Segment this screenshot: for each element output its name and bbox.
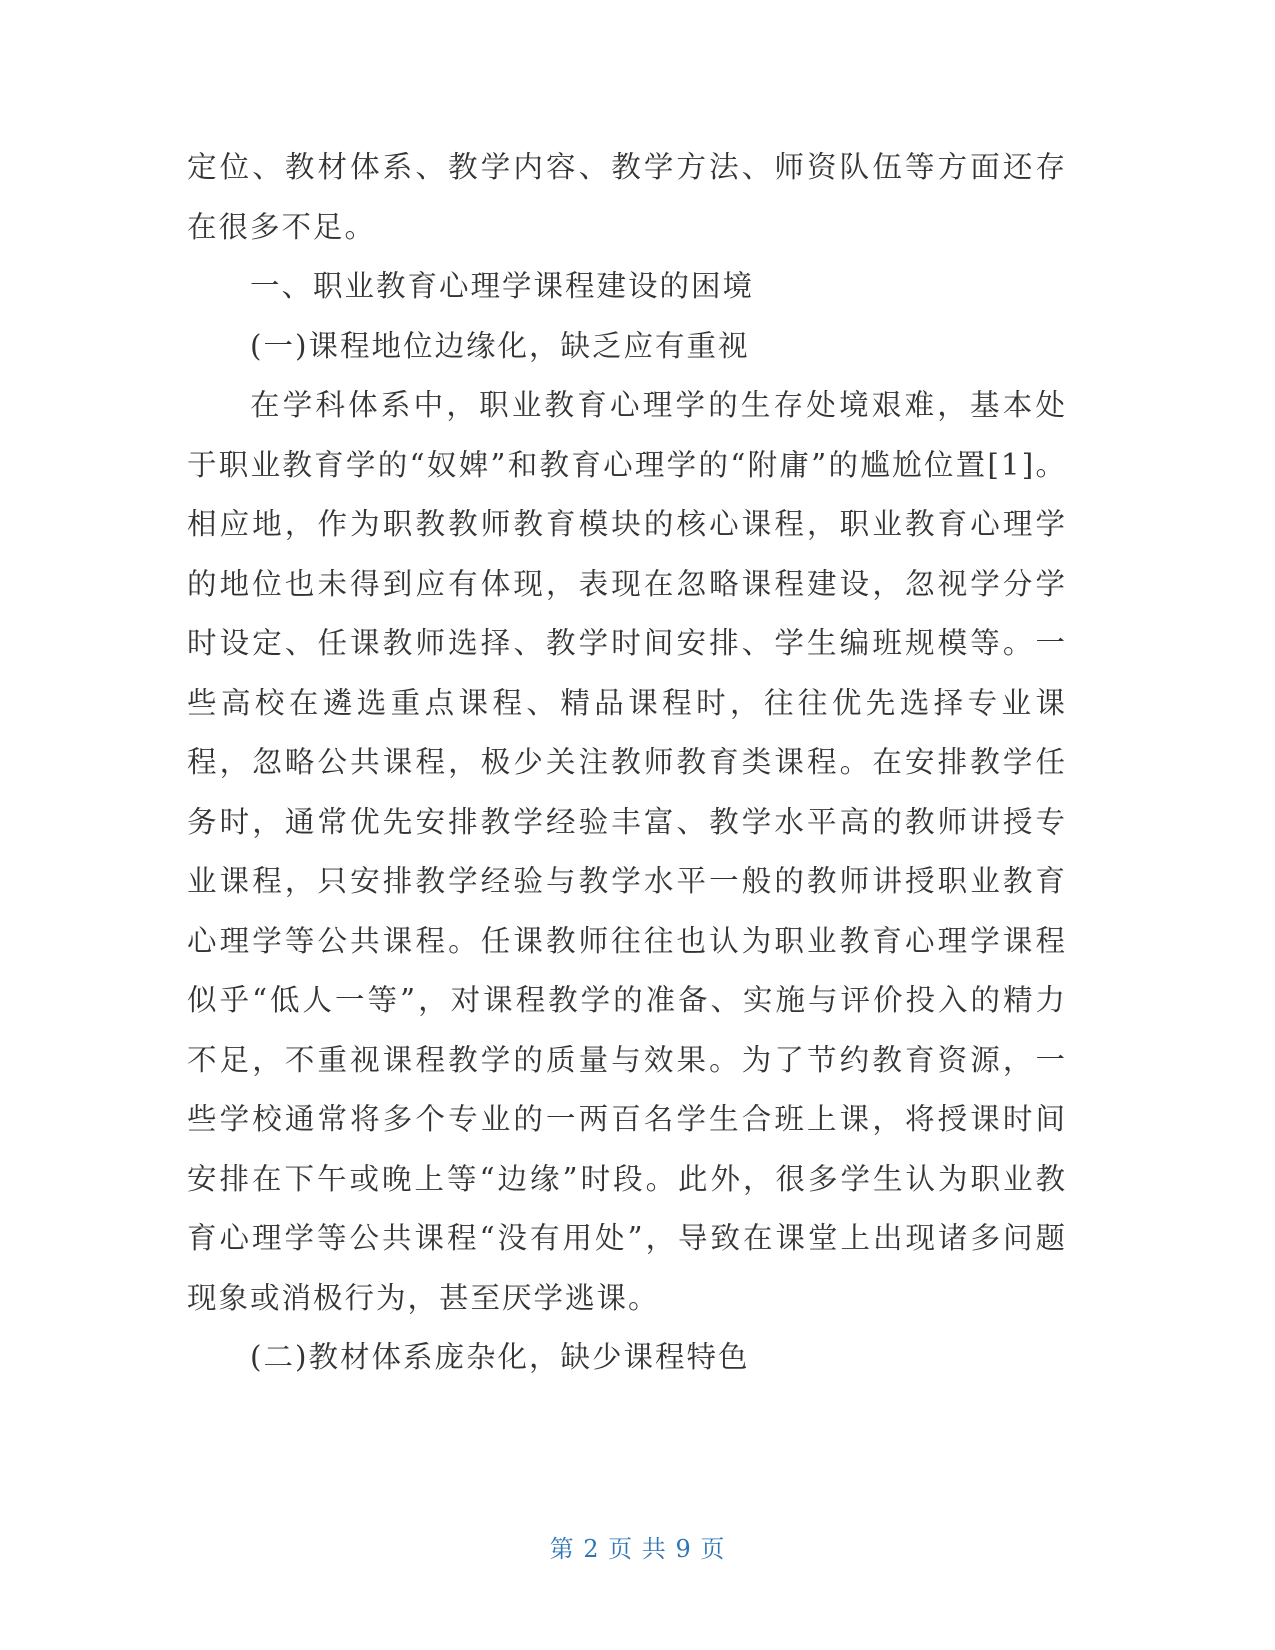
subsection-heading-1: (一)课程地位边缘化，缺乏应有重视 xyxy=(250,328,750,363)
page-footer xyxy=(0,1529,1275,1564)
section-heading: 一、职业教育心理学课程建设的困境 xyxy=(250,269,755,303)
page-number-label: 第 2 页 共 9 页 xyxy=(549,1535,726,1563)
paragraph-continuation: 定位、教材体系、教学内容、教学方法、师资队伍等方面还存在很多不足。 xyxy=(187,150,1067,244)
subsection-heading-2: (二)教材体系庞杂化，缺少课程特色 xyxy=(250,1340,750,1374)
body-paragraph: 在学科体系中，职业教育心理学的生存处境艰难，基本处于职业教育学的“奴婢”和教育心理学的“附庸”的尴尬位置[1]。相应地，作为职教教师教育模块的核心课程，职业教育心理学的地位也未得到应有体现，表现在忽略课程建设，忽视学分学时设定、任课教师选择、教学时间安排、学生编班规模等。一些高校在遴选重点课程、精品课程时，往往优先选择专业课程，忽略公共课程，极少关注教师教育类课程。在安排教学任务时，通常优先安排教学经验丰富、教学水平高的教师讲授专业课程，只安排教学经验与教学水平一般的教师讲授职业教育心理学等公共课程。任课教师往往也认为职业教育心理学课程似乎“低人一等”，对课程教学的准备、实施与评价投入的精力不足，不重视课程教学的质量与效果。为了节约教育资源，一些学校通常将多个专业的一两百名学生合班上课，将授课时间安排在下午或晚上等“边缘”时段。此外，很多学生认为职业教育心理学等公共课程“没有用处”，导致在课堂上出现诸多问题现象或消极行为，甚至厌学逃课。 xyxy=(187,388,1067,1315)
body-text xyxy=(187,138,1067,1388)
